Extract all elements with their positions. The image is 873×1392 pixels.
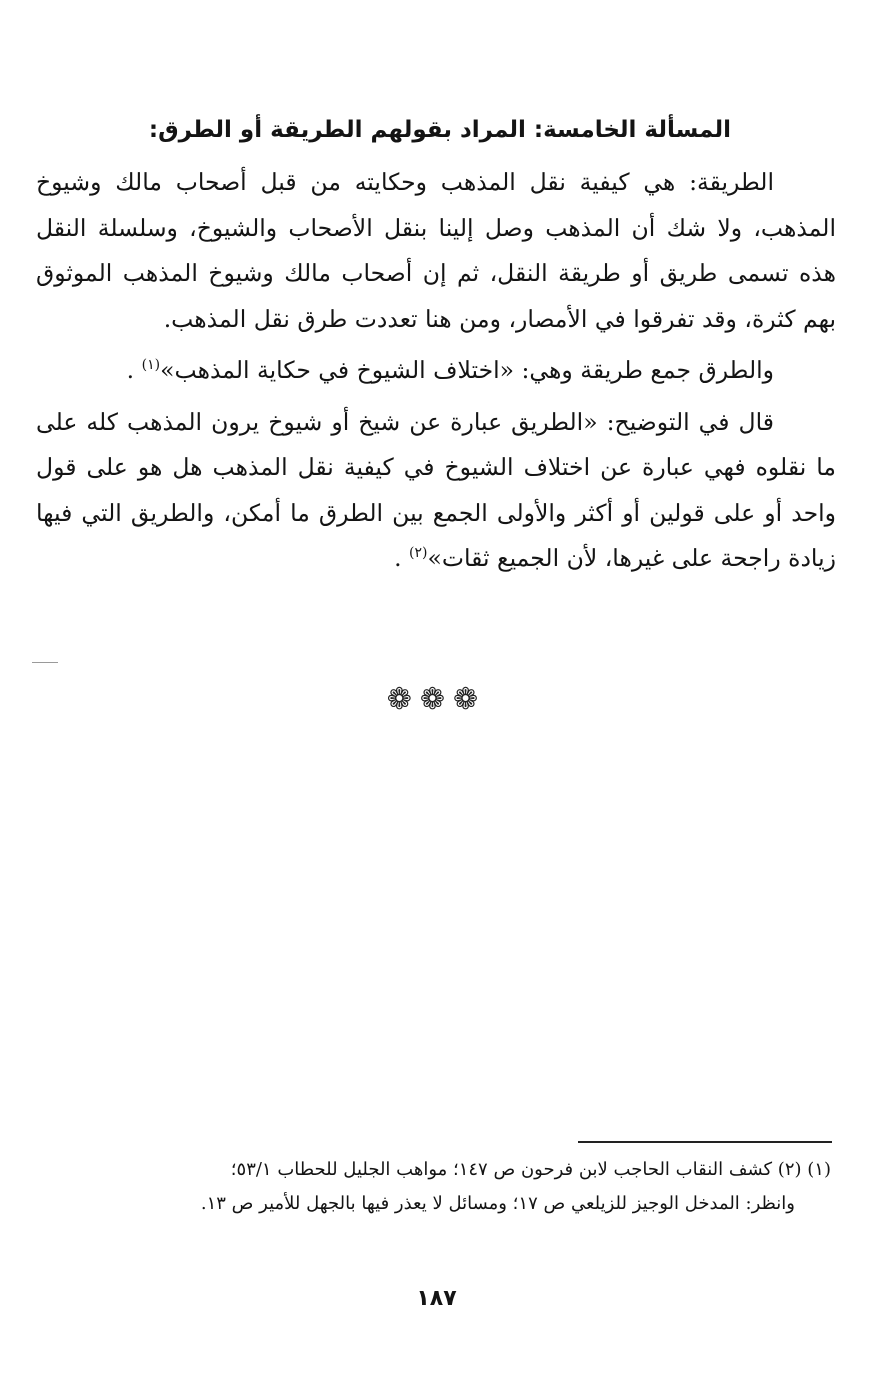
footnote-line-1: (١) (٢) كشف النقاب الحاجب لابن فرحون ص ١٤٧؛ مواهب الجليل للحطاب ٥٣/١؛: [230, 1159, 831, 1180]
footnote-separator: [578, 1141, 832, 1143]
footnote-ref-1[interactable]: (١): [141, 357, 161, 374]
page-number: ١٨٧: [416, 1286, 457, 1311]
paragraph-quote-end: .: [394, 544, 402, 572]
paragraph-quote-text: قال في التوضيح: «الطريق عبارة عن شيخ أو شيوخ يرون المذهب كله على ما نقلوه فهي عبارة عن اختلاف الشيوخ في كيفية نقل المذهب هل هو على قول واحد أو على قولين أو أكثر والأولى الجمع بين الطرق ما أمكن، والطريق التي فيها زيادة راجحة على غيرها، لأن الجميع ثقات»: [36, 407, 836, 572]
paragraph-plural: [36, 348, 836, 394]
paragraph-definition: الطريقة: هي كيفية نقل المذهب وحكايته من قبل أصحاب مالك وشيوخ المذهب، ولا شك أن المذهب وصل إلينا بنقل الأصحاب والشيوخ، وسلسلة النقل هذه تسمى طريق أو طريقة النقل، ثم إن أصحاب مالك وشيوخ المذهب الموثوق بهم كثرة، وقد تفرقوا في الأمصار، ومن هنا تعددت طرق نقل المذهب.: [36, 168, 836, 333]
paragraph-plural-text: والطرق جمع طريقة وهي: «اختلاف الشيوخ في حكاية المذهب»: [160, 356, 774, 384]
footnote-line-2: وانظر: المدخل الوجيز للزيلعي ص ١٧؛ ومسائل لا يعذر فيها بالجهل للأمير ص ١٣.: [200, 1193, 795, 1214]
flower-ornament-divider: ❁❁❁: [386, 682, 487, 717]
section-heading: المسألة الخامسة: المراد بقولهم الطريقة أو الطرق:: [148, 117, 731, 143]
paragraph-plural-end: .: [126, 356, 135, 384]
margin-mark: [32, 662, 58, 663]
footnote-ref-2[interactable]: (٢): [409, 545, 428, 562]
paragraph-tawdih-quote: [36, 400, 836, 582]
main-text: [36, 160, 836, 582]
footnotes: [41, 1153, 831, 1221]
